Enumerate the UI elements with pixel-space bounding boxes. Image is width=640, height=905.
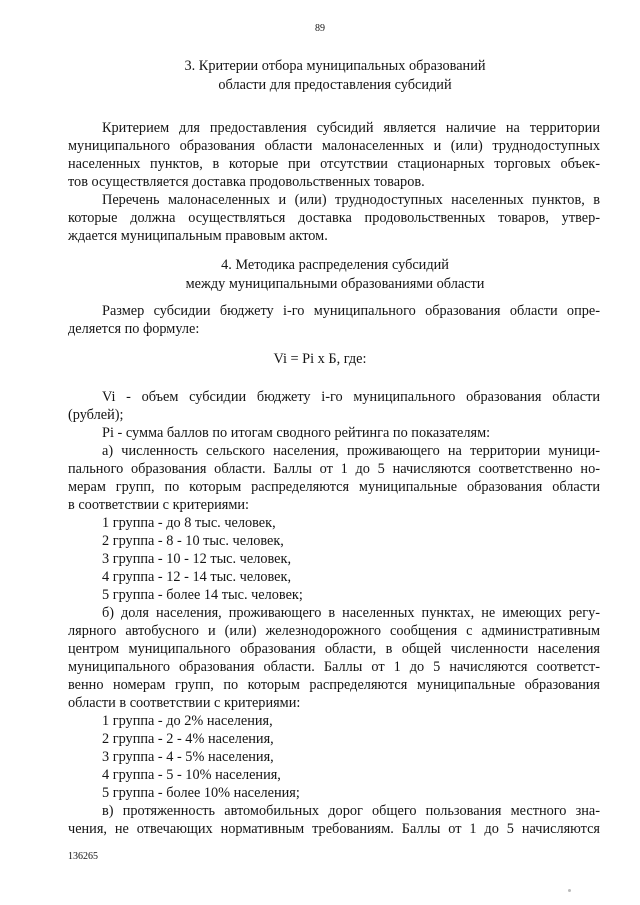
- section-4-intro-line-1: Размер субсидии бюджету i-го муниципального образования области опре-: [102, 303, 600, 319]
- section-4-line-3: Pi - сумма баллов по итогам сводного рейтинга по показателям:: [102, 425, 491, 441]
- section-3-title-line-1: 3. Критерии отбора муниципальных образований: [184, 58, 486, 74]
- group-a-2: 2 группа - 8 - 10 тыс. человек,: [102, 533, 284, 549]
- section-3-line-4: тов осуществляется доставка продовольственных товаров.: [68, 174, 425, 190]
- group-b-1: 1 группа - до 2% населения,: [102, 713, 273, 729]
- scan-speck: [568, 889, 571, 892]
- section-4-line-18: области в соответствии с критериями:: [68, 695, 301, 711]
- section-4-heading: [70, 256, 600, 294]
- section-3-line-3: населенных пунктов, в которые при отсутствии стационарных торговых объек-: [68, 156, 600, 172]
- section-4-line-17: венно номерам групп, по которым распределяются муниципальные образования: [68, 677, 600, 693]
- section-3-heading: [70, 57, 600, 95]
- group-b-2: 2 группа - 2 - 4% населения,: [102, 731, 274, 747]
- section-3-line-1: Критерием для предоставления субсидий является наличие на территории: [102, 120, 600, 136]
- section-3-line-6: которые должна осуществляться доставка продовольственных товаров, утвер-: [68, 210, 600, 226]
- group-a-5: 5 группа - более 14 тыс. человек;: [102, 587, 303, 603]
- group-b-3: 3 группа - 4 - 5% населения,: [102, 749, 274, 765]
- section-3-line-7: ждается муниципальным правовым актом.: [68, 228, 328, 244]
- section-4-line-1: Vi - объем субсидии бюджету i-го муниципального образования области: [102, 389, 600, 405]
- group-a-1: 1 группа - до 8 тыс. человек,: [102, 515, 276, 531]
- section-4-line-16: муниципального образования области. Баллы от 1 до 5 начисляются соответст-: [68, 659, 600, 675]
- section-4-line-5: пального образования области. Баллы от 1 до 5 начисляются соответственно но-: [68, 461, 600, 477]
- formula: Vi = Pi x Б, где:: [273, 351, 367, 367]
- section-4-line-25: чения, не отвечающих нормативным требованиям. Баллы от 1 до 5 начисляются: [68, 821, 600, 837]
- section-4-line-13: б) доля населения, проживающего в населенных пунктах, не имеющих регу-: [102, 605, 600, 621]
- section-4-line-2: (рублей);: [68, 407, 124, 423]
- section-4-line-24: в) протяженность автомобильных дорог общего пользования местного зна-: [102, 803, 600, 819]
- section-4-title-line-1: 4. Методика распределения субсидий: [221, 257, 449, 273]
- group-a-4: 4 группа - 12 - 14 тыс. человек,: [102, 569, 292, 585]
- section-4-line-15: центром муниципального образования области, в общей численности населения: [68, 641, 600, 657]
- section-4-intro-line-2: деляется по формуле:: [68, 321, 200, 337]
- section-3-line-5: Перечень малонаселенных и (или) труднодоступных населенных пунктов, в: [102, 192, 600, 208]
- group-b-4: 4 группа - 5 - 10% населения,: [102, 767, 281, 783]
- page-number: 89: [315, 23, 325, 34]
- footer-code: 136265: [68, 851, 98, 862]
- section-4-line-4: а) численность сельского населения, проживающего на территории муници-: [102, 443, 600, 459]
- group-b-5: 5 группа - более 10% населения;: [102, 785, 300, 801]
- section-4-line-7: в соответствии с критериями:: [68, 497, 249, 513]
- section-3-line-2: муниципального образования области малонаселенных и (или) труднодоступных: [68, 138, 600, 154]
- section-4-title-line-2: между муниципальными образованиями области: [185, 276, 485, 292]
- section-3-title-line-2: области для предоставления субсидий: [218, 77, 452, 93]
- section-4-line-6: мерам групп, по которым распределяются муниципальные образования области: [68, 479, 600, 495]
- group-a-3: 3 группа - 10 - 12 тыс. человек,: [102, 551, 292, 567]
- section-4-line-14: лярного автобусного и (или) железнодорожного сообщения с административным: [68, 623, 600, 639]
